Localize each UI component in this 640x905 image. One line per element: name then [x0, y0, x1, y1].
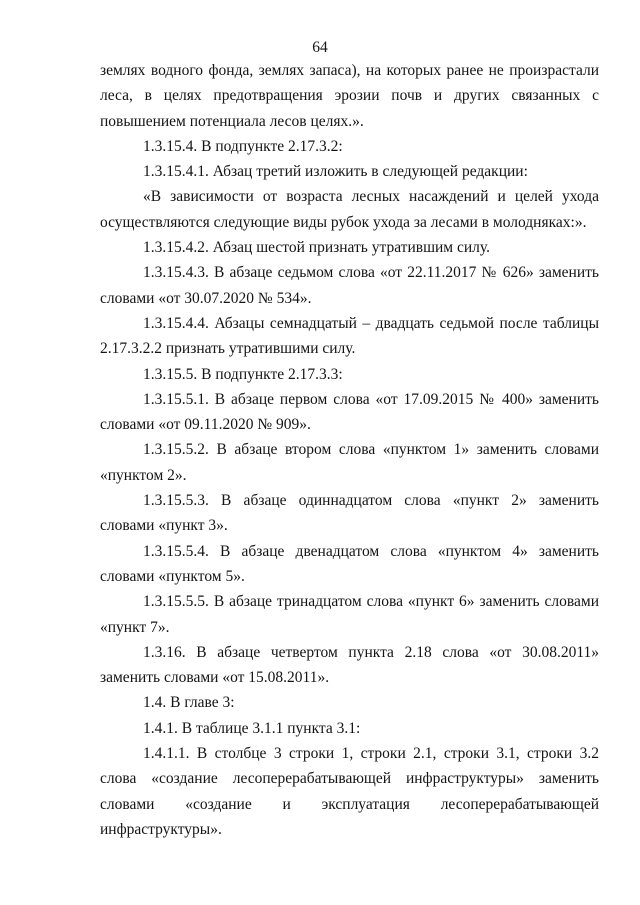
- paragraph-1-3-15-4-2: 1.3.15.4.2. Абзац шестой признать утратившим силу.: [143, 239, 490, 257]
- paragraph-1-3-15-4-4: 1.3.15.4.4. Абзацы семнадцатый – двадцать седьмой после таблицы 2.17.3.2.2 признать утратившими силу.: [100, 314, 599, 358]
- document-body: [100, 58, 599, 842]
- paragraph-1-4-1: 1.4.1. В таблице 3.1.1 пункта 3.1:: [143, 719, 361, 737]
- paragraph-continuation: землях водного фонда, землях запаса), на которых ранее не произрастали леса, в целях предотвращения эрозии почв и других связанных с повышением потенциала лесов целях.».: [100, 62, 599, 130]
- paragraph-1-3-15-5-4: 1.3.15.5.4. В абзаце двенадцатом слова «пунктом 4» заменить словами «пунктом 5».: [100, 542, 599, 585]
- paragraph-1-3-15-4: 1.3.15.4. В подпункте 2.17.3.2:: [143, 137, 343, 155]
- paragraph-quote: «В зависимости от возраста лесных насаждений и целей ухода осуществляются следующие виды рубок ухода за лесами в молодняках:».: [100, 188, 599, 231]
- paragraph-1-3-15-5: 1.3.15.5. В подпункте 2.17.3.3:: [143, 365, 343, 383]
- paragraph-1-3-15-4-1: 1.3.15.4.1. Абзац третий изложить в следующей редакции:: [143, 163, 528, 181]
- paragraph-1-3-15-5-3: 1.3.15.5.3. В абзаце одиннадцатом слова «пункт 2» заменить словами «пункт 3».: [100, 492, 599, 535]
- paragraph-1-3-15-5-5: 1.3.15.5.5. В абзаце тринадцатом слова «пункт 6» заменить словами «пункт 7».: [100, 593, 599, 636]
- paragraph-1-3-15-5-2: 1.3.15.5.2. В абзаце втором слова «пунктом 1» заменить словами «пунктом 2».: [100, 441, 599, 484]
- paragraph-1-3-16: 1.3.16. В абзаце четвертом пункта 2.18 слова «от 30.08.2011» заменить словами «от 15.08.2011».: [100, 643, 599, 687]
- paragraph-1-4: 1.4. В главе 3:: [143, 694, 235, 712]
- paragraph-1-3-15-5-1: 1.3.15.5.1. В абзаце первом слова «от 17.09.2015 № 400» заменить словами «от 09.11.2020 № 909».: [100, 390, 599, 434]
- page-number: 64: [312, 39, 328, 56]
- paragraph-1-3-15-4-3: 1.3.15.4.3. В абзаце седьмом слова «от 22.11.2017 № 626» заменить словами «от 30.07.2020 № 534».: [100, 264, 599, 307]
- paragraph-1-4-1-1: 1.4.1.1. В столбце 3 строки 1, строки 2.1, строки 3.1, строки 3.2 слова «создание лесоперерабатывающей инфраструктуры» заменить словами «создание и эксплуатация лесоперерабатывающей инфраструктуры».: [100, 745, 599, 838]
